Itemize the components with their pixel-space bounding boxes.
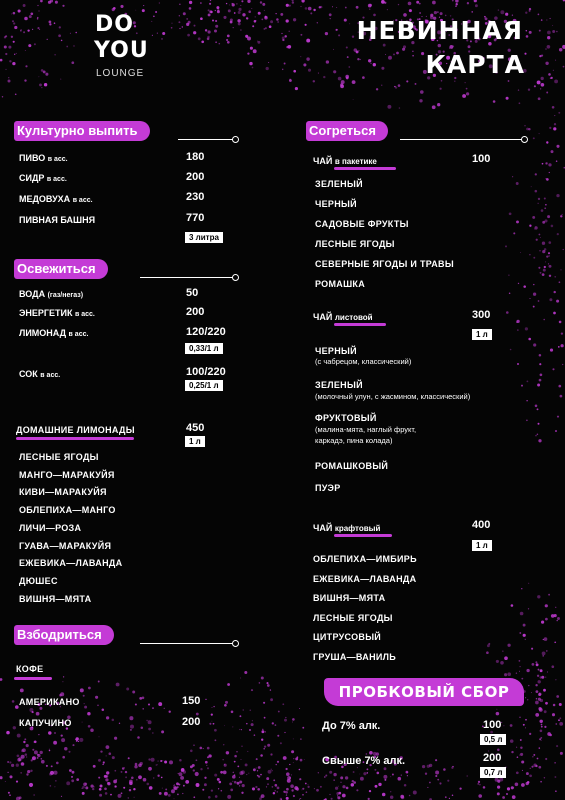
item-price: 100/220 (186, 366, 226, 378)
list-item: ОБЛЕПИХА—МАНГО (19, 505, 116, 516)
section-rule (178, 139, 234, 140)
section-refresh-title: Освежиться (14, 259, 108, 279)
menu-item: ПУЭР (315, 483, 341, 493)
item-price: 100 (472, 153, 491, 165)
volume-badge: 1 л (472, 540, 492, 551)
section-rule (140, 277, 234, 278)
list-item: ВИШНЯ—МЯТА (313, 593, 386, 604)
menu-item: ФРУКТОВЫЙ (315, 413, 377, 423)
menu-item: ЗЕЛЕНЫЙ (315, 380, 363, 390)
list-item: ЕЖЕВИКА—ЛАВАНДА (19, 558, 123, 569)
item-note: (с чабрецом, классический) (315, 357, 412, 366)
cork-fee-title: ПРОБКОВЫЙ СБОР (324, 678, 524, 706)
item-note: (молочный улун, с жасмином, классический) (315, 392, 471, 401)
title-underline (334, 534, 392, 537)
homemade-lemonades-title: ДОМАШНИЕ ЛИМОНАДЫ (16, 425, 135, 435)
list-item: ЕЖЕВИКА—ЛАВАНДА (313, 573, 417, 584)
list-item: ЗЕЛЕНЫЙ (315, 179, 363, 189)
logo-lounge: LOUNGE (96, 68, 145, 79)
section-rule-dot (232, 274, 239, 281)
item-price: 120/220 (186, 326, 226, 338)
volume-badge: 0,33/1 л (185, 343, 223, 354)
item-price: 200 (483, 752, 502, 764)
list-item: СЕВЕРНЫЕ ЯГОДЫ И ТРАВЫ (315, 259, 454, 269)
list-item: ЛЕСНЫЕ ЯГОДЫ (313, 612, 393, 623)
item-price: 230 (186, 191, 205, 203)
list-item: РОМАШКА (315, 279, 366, 289)
list-item: САДОВЫЕ ФРУКТЫ (315, 219, 409, 229)
list-item: ЧЕРНЫЙ (315, 199, 357, 209)
cork-fee-label: До 7% алк. (322, 720, 381, 732)
menu-item: ПИВНАЯ БАШНЯ (19, 215, 96, 225)
menu-item: ВОДА (газ/негаз) (19, 289, 84, 299)
menu-item: ЛИМОНАД в асс. (19, 328, 89, 338)
list-item: ЛЕСНЫЕ ЯГОДЫ (315, 239, 395, 249)
item-price: 200 (182, 716, 201, 728)
list-item: ВИШНЯ—МЯТА (19, 593, 92, 604)
title-underline (334, 323, 386, 326)
section-rule-dot (232, 640, 239, 647)
item-price: 300 (472, 309, 491, 321)
title-underline (334, 167, 396, 170)
menu-item: ПИВО в асс. (19, 153, 68, 163)
title-underline (16, 437, 134, 440)
list-item: МАНГО—МАРАКУЙЯ (19, 469, 115, 480)
tea-leaf-title: ЧАЙ листовой (313, 312, 373, 322)
tea-bag-title: ЧАЙ в пакетике (313, 156, 377, 166)
item-price: 770 (186, 212, 205, 224)
section-rule (400, 139, 523, 140)
volume-badge: 0,5 л (480, 734, 506, 745)
volume-badge: 3 литра (185, 232, 223, 243)
item-price: 450 (186, 422, 205, 434)
list-item: ЦИТРУСОВЫЙ (313, 632, 382, 643)
section-rule-dot (232, 136, 239, 143)
list-item: ДЮШЕС (19, 575, 58, 586)
section-culture-title: Культурно выпить (14, 121, 150, 141)
volume-badge: 1 л (185, 436, 205, 447)
section-energize-title: Взбодриться (14, 625, 114, 645)
list-item: ЛЕСНЫЕ ЯГОДЫ (19, 452, 99, 462)
item-price: 400 (472, 519, 491, 531)
list-item: ГРУША—ВАНИЛЬ (313, 652, 397, 662)
item-price: 200 (186, 306, 205, 318)
volume-badge: 0,7 л (480, 767, 506, 778)
menu-item: ЭНЕРГЕТИК в асс. (19, 308, 95, 318)
item-price: 100 (483, 719, 502, 731)
menu-item: КАПУЧИНО (19, 718, 72, 728)
menu-item: МЕДОВУХА в асс. (19, 194, 93, 204)
menu-item: АМЕРИКАНО (19, 697, 80, 707)
menu-item: СИДР в асс. (19, 173, 67, 183)
section-rule (140, 643, 234, 644)
item-price: 150 (182, 695, 201, 707)
menu-item: СОК в асс. (19, 369, 61, 379)
list-item: ОБЛЕПИХА—ИМБИРЬ (313, 554, 417, 564)
list-item: ЛИЧИ—РОЗА (19, 522, 82, 533)
volume-badge: 0,25/1 л (185, 380, 223, 391)
section-warm-title: Согреться (306, 121, 388, 141)
menu-item: ЧЕРНЫЙ (315, 346, 357, 356)
logo-you: YOU (94, 38, 149, 63)
item-price: 50 (186, 287, 199, 299)
cork-fee-label: Свыше 7% алк. (322, 755, 406, 767)
list-item: ГУАВА—МАРАКУЙЯ (19, 540, 112, 551)
coffee-title: КОФЕ (16, 664, 44, 674)
item-note: (малина-мята, наглый фрукт, (315, 425, 417, 434)
title-underline (14, 677, 52, 680)
item-note: каркадэ, пина колада) (315, 436, 393, 445)
logo-do: DO (95, 12, 134, 37)
menu-item: РОМАШКОВЫЙ (315, 461, 389, 471)
item-price: 200 (186, 171, 205, 183)
list-item: КИВИ—МАРАКУЙЯ (19, 487, 107, 498)
volume-badge: 1 л (472, 329, 492, 340)
menu-title-line1: НЕВИННАЯ (356, 16, 523, 45)
tea-craft-title: ЧАЙ крафтовый (313, 523, 381, 533)
section-rule-dot (521, 136, 528, 143)
menu-title-line2: КАРТА (425, 50, 525, 79)
item-price: 180 (186, 151, 205, 163)
